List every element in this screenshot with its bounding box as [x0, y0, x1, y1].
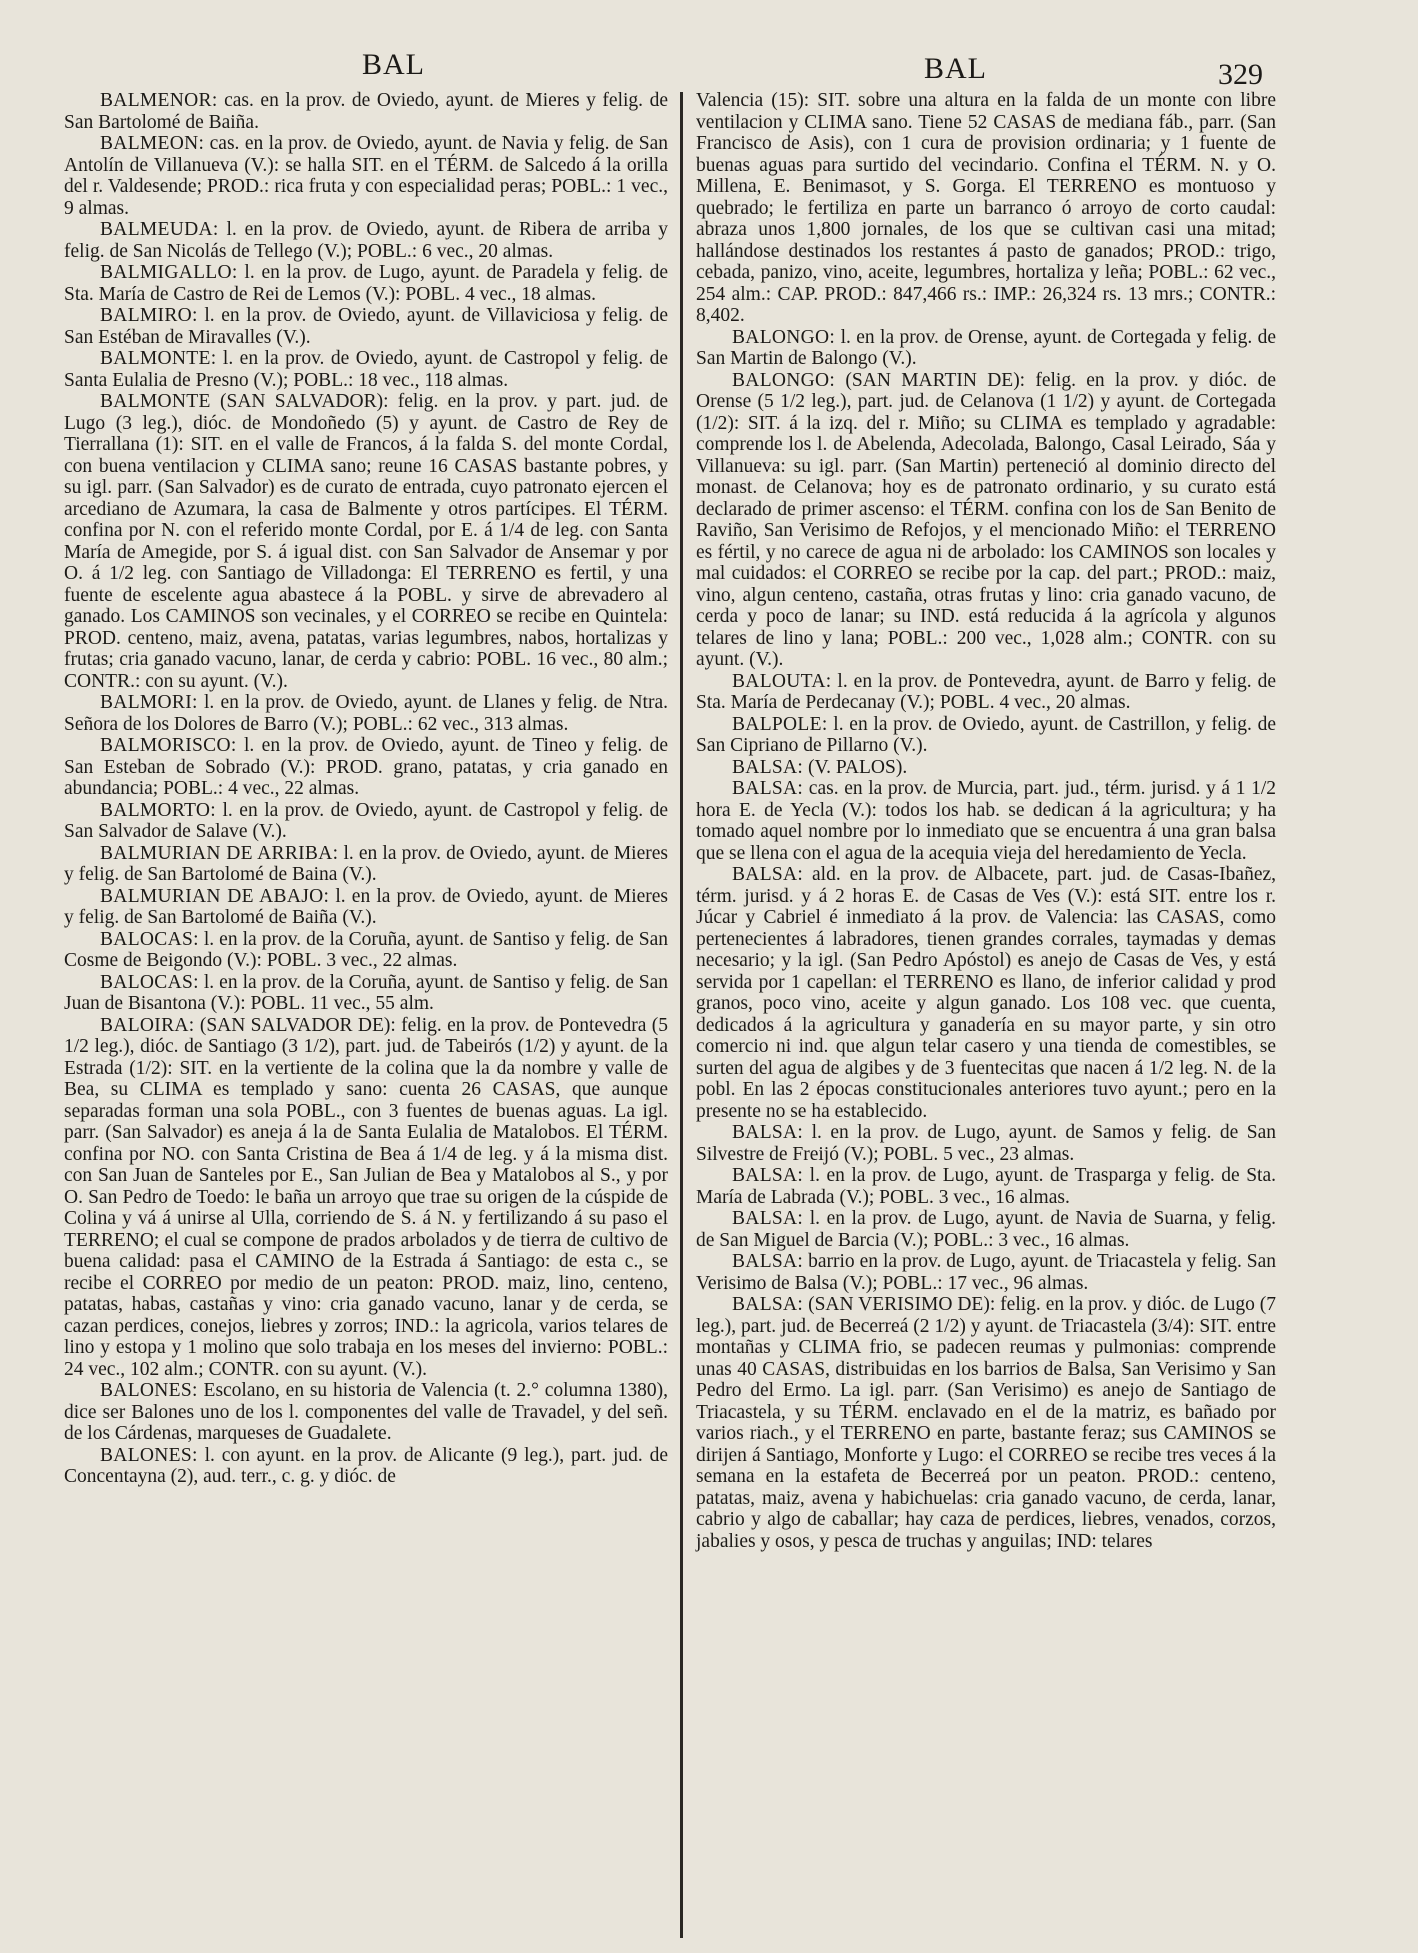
entry-headword: BALMURIAN DE ABAJO: [100, 885, 330, 907]
entry-text: l. en la prov. de la Coruña, ayunt. de Santiso y felig. de San Cosme de Beigondo (V.): POBL. 3 vec., 22 almas. [64, 928, 669, 971]
entry-text: cas. en la prov. de Oviedo, ayunt. de Navia y felig. de San Antolín de Villanueva (V.): se halla SIT. en el TÉRM. de Salcedo á la orilla del r. Valdesende; PROD.: rica fruta y con especialidad peras; POBL.: 1 vec., 9 almas. [64, 133, 669, 219]
entry-headword: BALSA: [732, 1251, 804, 1272]
entry-headword: BALSA: [732, 864, 804, 885]
entry-headword: BALMORI: [100, 692, 198, 713]
entry-headword: BALSA: [732, 1165, 804, 1186]
entry-text: l. en la prov. de Oviedo, ayunt. de Castropol y felig. de San Salvador de Salave (V.). [64, 799, 668, 842]
entry-text: l. en la prov. de Oviedo, ayunt. de Tineo y felig. de San Esteban de Sobrado (V.): PROD. grano, patatas, y cria ganado en abundancia; POBL.: 4 vec., 22 almas. [64, 735, 669, 799]
dictionary-entry [64, 348, 668, 391]
entry-text: cas. en la prov. de Murcia, part. jud., térm. jurisd. y á 1 1/2 hora E. de Yecla (V.): todos los hab. se dedican á la agricultura; y ha tomado aquel nombre por lo inmediato que se encuentra á una gran balsa que se llena con el agua de la acequia vieja del heredamiento de Yecla. [696, 778, 1277, 864]
running-header-left: BAL [362, 48, 425, 81]
entry-headword: BALOUTA: [732, 670, 832, 692]
dictionary-entry [64, 735, 668, 800]
dictionary-entry [696, 757, 1276, 779]
entry-headword: BALOCAS: [100, 928, 199, 950]
dictionary-entry [64, 692, 668, 735]
dictionary-entry [64, 1015, 668, 1381]
entry-headword: BALSA: [732, 1294, 804, 1315]
entry-text: l. con ayunt. en la prov. de Alicante (9 leg.), part. jud. de Concentayna (2), aud. terr., c. g. y dióc. de [64, 1444, 668, 1487]
dictionary-entry [64, 262, 668, 305]
entry-headword: BALONGO: [732, 369, 836, 391]
dictionary-entry [64, 305, 668, 348]
dictionary-entry [64, 1445, 668, 1488]
entry-text: (SAN SALVADOR): felig. en la prov. y part. jud. de Lugo (3 leg.), dióc. de Mondoñedo (5) y ayunt. de Castro de Rey de Tierrallana (1): SIT. en el valle de Francos, á la falda S. del monte Cordal, con buena ventilacion y CLIMA sano; reune 16 CASAS bastante pobres, y su igl. parr. (San Salvador) es de curato de entrada, cuyo patronato ejercen el arcediano de Azumara, la casa de Balmente y otros partícipes. El TÉRM. confina por N. con el referido monte Cordal, por E. á 1/4 de leg. con Santa María de Amegide, por S. á igual dist. con San Salvador de Ansemar y por O. á 1/2 leg. con Santiago de Villadonga: El TERRENO es fertil, y una fuente de escelente agua abastece á la POBL. y sirve de abrevadero al ganado. Los CAMINOS son vecinales, y el CORREO se recibe en Quintela: PROD. centeno, maiz, avena, patatas, varias legumbres, nabos, hortalizas y frutas; cria ganado vacuno, lanar, de cerda y cabrio: POBL. 16 vec., 80 alm.; CONTR.: con su ayunt. (V.). [64, 391, 668, 692]
entry-text: l. en la prov. de Oviedo, ayunt. de Castropol y felig. de Santa Eulalia de Presno (V.); POBL.: 18 vec., 118 almas. [64, 348, 668, 391]
dictionary-entry [64, 391, 668, 692]
entry-headword: BALSA: [732, 778, 804, 799]
entry-headword: BALMENOR: [100, 90, 218, 111]
entry-headword: BALMONTE [100, 391, 211, 412]
entry-headword: BALSA: [732, 756, 804, 778]
entry-headword: BALONGO: [732, 326, 836, 348]
entry-headword: BALMIGALLO: [100, 262, 238, 283]
entry-headword: BALMORTO: [100, 799, 217, 821]
entry-text: l. en la prov. de Oviedo, ayunt. de Castrillon, y felig. de San Cipriano de Pillarno (V.). [696, 713, 1277, 756]
entry-text: (SAN VERISIMO DE): felig. en la prov. y dióc. de Lugo (7 leg.), part. jud. de Becerreá (2 1/2) y ayunt. de Triacastela (3/4): SIT. entre montañas y CLIMA frio, se padecen reumas y pulmonias: comprende unas 40 CASAS, distribuidas en los barrios de Balsa, San Verisimo y San Pedro del Ermo. La igl. parr. (San Verisimo) es anejo de Santiago de Triacastela, y su TÉRM. enclavado en el de la matriz, es bañado por varios riach., y el TERRENO en parte, bastante feraz; sus CAMINOS se dirijen á Santiago, Monforte y Lugo: el CORREO se recibe tres veces á la semana en la estafeta de Becerreá por un peaton. PROD.: centeno, patatas, maiz, avena y habichuelas: cria ganado vacuno, de cerda, lanar, cabrio y algo de caballar; hay caza de perdices, liebres, venados, corzos, jabalies y osos, y pesca de truchas y anguilas; IND: telares [696, 1294, 1277, 1552]
dictionary-entry [64, 886, 668, 929]
entry-headword: BALPOLE: [732, 713, 828, 735]
entry-headword: BALSA: [732, 1208, 804, 1229]
dictionary-entry [696, 1208, 1276, 1251]
dictionary-entry [64, 133, 668, 219]
entry-text: Escolano, en su historia de Valencia (t. 2.° columna 1380), dice ser Balones uno de los l. componentes del valle de Travadel, y del señ. de los Cárdenas, marqueses de Guadalete. [64, 1380, 668, 1444]
entry-text: l. en la prov. de Oviedo, ayunt. de Mieres y felig. de San Bartolomé de Baina (V.). [64, 842, 668, 885]
entry-text: l. en la prov. de Lugo, ayunt. de Paradela y felig. de Sta. María de Castro de Rei de Lemos (V.): POBL. 4 vec., 18 almas. [64, 262, 669, 305]
entry-headword: BALONES: [100, 1380, 198, 1401]
dictionary-entry [64, 929, 668, 972]
entry-text: (SAN MARTIN DE): felig. en la prov. y dióc. de Orense (5 1/2 leg.), part. jud. de Celanova (1 1/2) y ayunt. de Cortegada (1/2): SIT. á la izq. del r. Miño; su CLIMA es templado y agradable: comprende los l. de Abelenda, Adecolada, Balongo, Casal Leirado, Sáa y Villanueva: su igl. parr. (San Martin) perteneció al dominio directo del monast. de Celanova; hoy es de patronato ordinario, y su curato está declarado de primer ascenso: el TÉRM. confina con los de San Benito de Raviño, San Verisimo de Refojos, y el mencionado Miño: el TERRENO es fértil, y no carece de agua ni de arbolado: los CAMINOS son locales y mal cuidados: el CORREO se recibe por la cap. del part.; PROD.: maiz, vino, algun centeno, castaña, otras frutas y lino: cria ganado vacuno, de cerda y poco de lanar; su IND. está reducida á la agrícola y algunos telares de lino y lana; POBL.: 200 vec., 1,028 alm.; CONTR. con su ayunt. (V.). [696, 369, 1276, 670]
entry-headword: BALMONTE: [100, 348, 217, 369]
entry-headword: BALSA: [732, 1122, 804, 1143]
entry-headword: BALMURIAN DE ARRIBA: [100, 842, 339, 864]
entry-text: ald. en la prov. de Albacete, part. jud. de Casas-Ibañez, térm. jurisd. y á 2 horas E. de Casas de Ves (V.): está SIT. entre los r. Júcar y Cabriel é inmediato á la prov. de Valencia: las CASAS, como pertenecientes á labradores, tienen grandes corrales, taymadas y demas necesario; y la igl. (San Pedro Apóstol) es anejo de Casas de Ves, y está servida por 1 capellan: el TERRENO es llano, de inferior calidad y prod granos, poco vino, aceite y algun ganado. Los 108 vec. que cuenta, dedicados á la agricultura y ganadería en su mayor parte, y sin otro comercio ni ind. que algun telar casero y una tienda de comestibles, se surten del agua de algibes y de 3 fuentecitas que nacen á 1/2 leg. N. de la pobl. En las 2 épocas constitucionales anteriores tuvo ayunt.; pero en la presente no se ha establecido. [696, 864, 1277, 1122]
entry-text: (V. PALOS). [808, 756, 908, 778]
dictionary-entry [64, 843, 668, 886]
entry-headword: BALMORISCO: [100, 735, 237, 756]
entry-headword: BALOCAS: [100, 971, 199, 993]
entry-text: l. en la prov. de Oviedo, ayunt. de Ribera de arriba y felig. de San Nicolás de Tellego (V.); POBL.: 6 vec., 20 almas. [64, 219, 669, 262]
entry-text: cas. en la prov. de Oviedo, ayunt. de Mieres y felig. de San Bartolomé de Baiña. [64, 90, 669, 133]
entry-text: l. en la prov. de Oviedo, ayunt. de Llanes y felig. de Ntra. Señora de los Dolores de Barro (V.); POBL.: 62 vec., 313 almas. [64, 692, 668, 735]
dictionary-entry [64, 800, 668, 843]
dictionary-entry [696, 327, 1276, 370]
dictionary-entry [696, 778, 1276, 864]
dictionary-entry [64, 972, 668, 1015]
entry-text: l. en la prov. de Pontevedra, ayunt. de Barro y felig. de Sta. María de Perdecanay (V.); POBL. 4 vec., 20 almas. [696, 670, 1277, 713]
dictionary-entry [696, 1251, 1276, 1294]
entry-headword: BALOIRA: [100, 1014, 195, 1036]
entry-text: (SAN SALVADOR DE): felig. en la prov. de Pontevedra (5 1/2 leg.), dióc. de Santiago (3 1/2), part. jud. de Tabeirós (1/2) y ayunt. de la Estrada (1/2): SIT. en la vertiente de la colina que la da nombre y valle de Bea, su CLIMA es templado y sano: cuenta 26 CASAS, que aunque separadas forman una sola POBL., con 3 fuentes de buenas aguas. La igl. parr. (San Salvador) es aneja á la de Santa Eulalia de Matalobos. El TÉRM. confina por NO. con Santa Cristina de Bea á 1/4 de leg. y á la misma dist. con San Juan de Santeles por E., San Julian de Bea y Matalobos al S., y por O. San Pedro de Toedo: le baña un arroyo que trae su origen de la cúspide de Colina y vá á unirse al Ulla, corriendo de S. á N. y fertilizando á su paso el TERRENO; el cual se compone de prados arbolados y de tierra de cultivo de buena calidad: pasa el CAMINO de la Estrada á Santiago: de esta c., se recibe el CORREO por medio de un peaton: PROD. maiz, lino, centeno, patatas, habas, castañas y vino: cria ganado vacuno, lanar y de cerda, se cazan perdices, conejos, liebres y zorros; IND.: la agricola, varios telares de lino y estopa y 1 molino que solo trabaja en los meses del invierno: POBL.: 24 vec., 102 alm.; CONTR. con su ayunt. (V.). [64, 1014, 668, 1380]
entry-text: l. en la prov. de Lugo, ayunt. de Navia de Suarna, y felig. de San Miguel de Barcia (V.); POBL.: 3 vec., 16 almas. [696, 1208, 1277, 1251]
dictionary-entry [696, 1294, 1276, 1552]
entry-text: Valencia (15): SIT. sobre una altura en la falda de un monte con libre ventilacion y CLIMA sano. Tiene 52 CASAS de mediana fáb., parr. (San Francisco de Asis), con 1 cura de provision ordinaria; y 1 fuente de buenas aguas para surtido del vecindario. Confina el TÉRM. N. y O. Millena, E. Benimasot, y S. Gorga. El TERRENO es montuoso y quebrado; le fertiliza en parte un barranco ó arroyo de corto caudal: abraza unos 1,800 jornales, de los que se cultivan casi una mitad; hallándose destinados los restantes á pasto de ganados; PROD.: trigo, cebada, panizo, vino, aceite, legumbres, hortaliza y leña; POBL.: 62 vec., 254 alm.: CAP. PROD.: 847,466 rs.: IMP.: 26,324 rs. 13 mrs.; CONTR.: 8,402. [696, 90, 1276, 326]
dictionary-entry [696, 1165, 1276, 1208]
column-divider [680, 92, 683, 1938]
entry-text: l. en la prov. de Orense, ayunt. de Cortegada y felig. de San Martin de Balongo (V.). [696, 326, 1277, 369]
dictionary-entry [64, 219, 668, 262]
dictionary-entry [696, 864, 1276, 1122]
entry-text: l. en la prov. de Oviedo, ayunt. de Mieres y felig. de San Bartolomé de Baiña (V.). [64, 885, 669, 928]
entry-headword: BALONES: [100, 1444, 198, 1466]
page-number: 329 [1218, 58, 1263, 91]
entry-headword: BALMEON: [100, 133, 205, 154]
entry-text: l. en la prov. de Lugo, ayunt. de Samos y felig. de San Silvestre de Freijó (V.); POBL. 5 vec., 23 almas. [696, 1122, 1277, 1165]
dictionary-entry [696, 90, 1276, 327]
dictionary-entry [64, 90, 668, 133]
entry-text: barrio en la prov. de Lugo, ayunt. de Triacastela y felig. San Verisimo de Balsa (V.); POBL.: 17 vec., 96 almas. [696, 1251, 1277, 1294]
dictionary-entry [696, 714, 1276, 757]
dictionary-entry [696, 1122, 1276, 1165]
left-column [64, 90, 668, 1488]
entry-text: l. en la prov. de Lugo, ayunt. de Trasparga y felig. de Sta. María de Labrada (V.); POBL. 3 vec., 16 almas. [696, 1165, 1277, 1208]
entry-headword: BALMIRO: [100, 305, 198, 326]
right-column [696, 90, 1276, 1552]
running-header-center: BAL [924, 52, 987, 85]
entry-headword: BALMEUDA: [100, 219, 219, 240]
entry-text: l. en la prov. de la Coruña, ayunt. de Santiso y felig. de San Juan de Bisantona (V.): POBL. 11 vec., 55 alm. [64, 971, 669, 1014]
dictionary-entry [64, 1380, 668, 1445]
dictionary-entry [696, 370, 1276, 671]
dictionary-entry [696, 671, 1276, 714]
entry-text: l. en la prov. de Oviedo, ayunt. de Villaviciosa y felig. de San Estéban de Miravalles (V.). [64, 305, 668, 348]
